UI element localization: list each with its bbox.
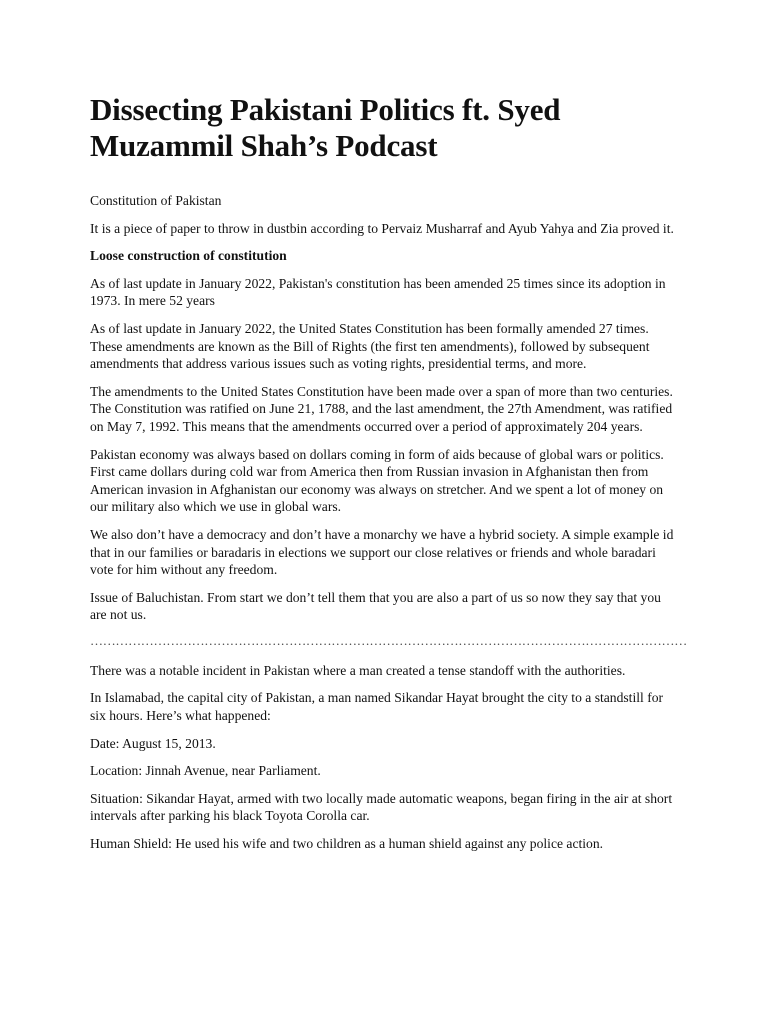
paragraph: Situation: Sikandar Hayat, armed with two locally made automatic weapons, began firing in the air at short intervals after parking his black Toyota Corolla car.	[90, 790, 673, 824]
paragraph: It is a piece of paper to throw in dustbin according to Pervaiz Musharraf and Ayub Yahya and Zia proved it.	[90, 220, 674, 236]
paragraph: Issue of Baluchistan. From start we don’t tell them that you are also a part of us so now they say that you are not us.	[90, 589, 661, 623]
bold-subheading: Loose construction of constitution	[90, 248, 287, 264]
paragraph: We also don’t have a democracy and don’t have a monarchy we have a hybrid society. A simple example id that in our families or baradaris in elections we support our close relatives or friends and whole baradari vote for him without any freedom.	[90, 526, 674, 578]
paragraph: In Islamabad, the capital city of Pakistan, a man named Sikandar Hayat brought the city to a standstill for six hours. Here’s what happened:	[90, 690, 664, 724]
paragraph: The amendments to the United States Constitution have been made over a span of more than two centuries. The Constitution was ratified on June 21, 1788, and the last amendment, the 27th Amendment, was ratified on May 7, 1992. This means that the amendments occurred over a period of approximately 204 years.	[90, 383, 673, 434]
paragraph: Location: Jinnah Avenue, near Parliament.	[90, 763, 321, 779]
paragraph: Pakistan economy was always based on dollars coming in form of aids because of global wars or politics. First came dollars during cold war from America then from Russian invasion in Afghanistan then from American invasion in Afghanistan our economy was always on stretcher. And we spent a lot of money on our military also which we use in global wars.	[90, 446, 664, 515]
document-title: Dissecting Pakistani Politics ft. Syed Muzammil Shah’s Podcast	[90, 92, 561, 163]
paragraph: Date: August 15, 2013.	[90, 735, 216, 751]
paragraph-section-heading: Constitution of Pakistan	[90, 193, 222, 208]
paragraph: As of last update in January 2022, Pakistan's constitution has been amended 25 times since its adoption in 1973. In mere 52 years	[90, 275, 666, 309]
paragraph: There was a notable incident in Pakistan where a man created a tense standoff with the authorities.	[90, 662, 626, 678]
paragraph: As of last update in January 2022, the United States Constitution has been formally amended 27 times. These amendments are known as the Bill of Rights (the first ten amendments), followed by subsequent amendments that address various issues such as voting rights, presidential terms, and more.	[90, 320, 650, 372]
dotted-separator: ……………………………………………………………………………………………………………………………	[90, 632, 687, 648]
paragraph: Human Shield: He used his wife and two children as a human shield against any police action.	[90, 836, 604, 852]
document-body	[90, 192, 687, 863]
